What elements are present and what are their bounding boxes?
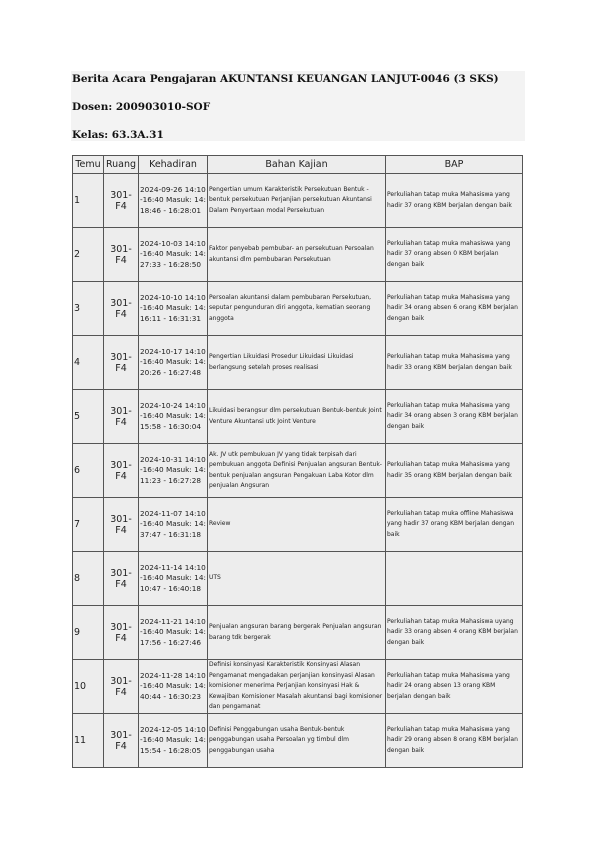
bap-cell: Perkuliahan tatap muka Mahasiswa yang hadir 34 orang absen 3 orang KBM berjalan dengan baik xyxy=(386,390,523,444)
bap-cell: Perkuliahan tatap muka mahasiswa yang hadir 37 orang absen 0 KBM berjalan dengan baik xyxy=(386,228,523,282)
bahan-kajian-cell: Pengertian umum Karakteristik Persekutuan Bentuk - bentuk persekutuan Perjanjian persekutuan Akuntansi Dalam Penyertaan modal Persekutuan xyxy=(208,174,386,228)
kehadiran-cell: 2024-11-07 14:10-16:40 Masuk: 14:37:47 - 16:31:18 xyxy=(139,498,208,552)
ruang-cell: 301-F4 xyxy=(104,552,139,606)
bahan-kajian-cell: Penjualan angsuran barang bergerak Penjualan angsuran barang tdk bergerak xyxy=(208,606,386,660)
bahan-kajian-cell: UTS xyxy=(208,552,386,606)
kehadiran-cell: 2024-12-05 14:10-16:40 Masuk: 14:15:54 - 16:28:05 xyxy=(139,714,208,768)
table-row xyxy=(73,444,523,498)
kehadiran-cell: 2024-10-10 14:10-16:40 Masuk: 14:16:11 - 16:31:31 xyxy=(139,282,208,336)
table-row xyxy=(73,606,523,660)
bahan-kajian-cell: Definisi Penggabungan usaha Bentuk-bentuk penggabungan usaha Persoalan yg timbul dlm penggabungan usaha xyxy=(208,714,386,768)
kehadiran-cell: 2024-10-31 14:10-16:40 Masuk: 14:11:23 - 16:27:28 xyxy=(139,444,208,498)
temu-cell: 9 xyxy=(73,606,104,660)
temu-cell: 8 xyxy=(73,552,104,606)
temu-cell: 4 xyxy=(73,336,104,390)
header-bahan-kajian: Bahan Kajian xyxy=(208,156,386,174)
bap-cell: Perkuliahan tatap muka offline Mahasiswa yang hadir 37 orang KBM berjalan dengan baik xyxy=(386,498,523,552)
bap-cell: Perkuliahan tatap muka Mahasiswa yang hadir 34 orang absen 6 orang KBM berjalan dengan baik xyxy=(386,282,523,336)
table-header-row xyxy=(73,156,523,174)
ruang-cell: 301-F4 xyxy=(104,714,139,768)
ruang-cell: 301-F4 xyxy=(104,660,139,714)
temu-cell: 11 xyxy=(73,714,104,768)
bap-cell xyxy=(386,552,523,606)
ruang-cell: 301-F4 xyxy=(104,336,139,390)
kehadiran-cell: 2024-11-21 14:10-16:40 Masuk: 14:17:56 - 16:27:46 xyxy=(139,606,208,660)
ruang-cell: 301-F4 xyxy=(104,174,139,228)
bahan-kajian-cell: Persoalan akuntansi dalam pembubaran Persekutuan, seputar pengunduran diri anggota, kematian seorang anggota xyxy=(208,282,386,336)
bap-cell: Perkuliahan tatap muka Mahasiswa yang hadir 29 orang absen 8 orang KBM berjalan dengan baik xyxy=(386,714,523,768)
class-line: Kelas: 63.3A.31 xyxy=(72,129,164,141)
kehadiran-cell: 2024-10-17 14:10-16:40 Masuk: 14:20:26 - 16:27:48 xyxy=(139,336,208,390)
ruang-cell: 301-F4 xyxy=(104,444,139,498)
temu-cell: 1 xyxy=(73,174,104,228)
header-temu: Temu xyxy=(73,156,104,174)
bap-cell: Perkuliahan tatap muka Mahasiswa uyang hadir 33 orang absen 4 orang KBM berjalan dengan baik xyxy=(386,606,523,660)
bap-cell: Perkuliahan tatap muka Mahasiswa yang hadir 35 orang KBM berjalan dengan baik xyxy=(386,444,523,498)
kehadiran-cell: 2024-10-03 14:10-16:40 Masuk: 14:27:33 - 16:28:50 xyxy=(139,228,208,282)
header-ruang: Ruang xyxy=(104,156,139,174)
ruang-cell: 301-F4 xyxy=(104,282,139,336)
table-row xyxy=(73,174,523,228)
kehadiran-cell: 2024-11-28 14:10-16:40 Masuk: 14:40:44 - 16:30:23 xyxy=(139,660,208,714)
ruang-cell: 301-F4 xyxy=(104,390,139,444)
bap-cell: Perkuliahan tatap muka Mahasiswa yang hadir 24 orang absen 13 orang KBM berjalan dengan baik xyxy=(386,660,523,714)
bap-cell: Perkuliahan tatap muka Mahasiswa yang hadir 37 orang KBM berjalan dengan baik xyxy=(386,174,523,228)
temu-cell: 5 xyxy=(73,390,104,444)
ruang-cell: 301-F4 xyxy=(104,498,139,552)
bahan-kajian-cell: Review xyxy=(208,498,386,552)
bahan-kajian-cell: Likuidasi berangsur dlm persekutuan Bentuk-bentuk Joint Venture Akuntansi utk Joint Venture xyxy=(208,390,386,444)
ruang-cell: 301-F4 xyxy=(104,606,139,660)
document-header xyxy=(71,71,525,141)
ruang-cell: 301-F4 xyxy=(104,228,139,282)
bahan-kajian-cell: Definisi konsinyasi Karakteristik Konsinyasi Alasan Pengamanat mengadakan perjanjian konsinyasi Alasan komisioner menerima Perjanjian konsinyasi Hak & Kewajiban Komisioner Masalah akuntansi bagi komisioner dan pengamanat xyxy=(208,660,386,714)
document-title: Berita Acara Pengajaran AKUNTANSI KEUANGAN LANJUT-0046 (3 SKS) xyxy=(72,73,499,85)
bap-cell: Perkuliahan tatap muka Mahasiswa yang hadir 33 orang KBM berjalan dengan baik xyxy=(386,336,523,390)
header-kehadiran: Kehadiran xyxy=(139,156,208,174)
table-row xyxy=(73,498,523,552)
kehadiran-cell: 2024-09-26 14:10-16:40 Masuk: 14:18:46 - 16:28:01 xyxy=(139,174,208,228)
table-row xyxy=(73,336,523,390)
header-bap: BAP xyxy=(386,156,523,174)
kehadiran-cell: 2024-10-24 14:10-16:40 Masuk: 14:15:58 - 16:30:04 xyxy=(139,390,208,444)
lecturer-line: Dosen: 200903010-SOF xyxy=(72,101,211,113)
temu-cell: 6 xyxy=(73,444,104,498)
bahan-kajian-cell: Faktor penyebab pembubar- an persekutuan Persoalan akuntansi dlm pembubaran Persekutuan xyxy=(208,228,386,282)
temu-cell: 2 xyxy=(73,228,104,282)
table-row xyxy=(73,228,523,282)
kehadiran-cell: 2024-11-14 14:10-16:40 Masuk: 14:10:47 - 16:40:18 xyxy=(139,552,208,606)
table-row xyxy=(73,390,523,444)
temu-cell: 7 xyxy=(73,498,104,552)
temu-cell: 3 xyxy=(73,282,104,336)
table-row xyxy=(73,714,523,768)
bahan-kajian-cell: Ak. JV utk pembukuan JV yang tidak terpisah dari pembukuan anggota Definisi Penjualan angsuran Bentuk-bentuk penjualan angsuran Pengakuan Laba Kotor dlm penjualan Angsuran xyxy=(208,444,386,498)
table-row xyxy=(73,552,523,606)
temu-cell: 10 xyxy=(73,660,104,714)
table-row xyxy=(73,660,523,714)
attendance-table xyxy=(72,155,523,768)
table-row xyxy=(73,282,523,336)
bahan-kajian-cell: Pengertian Likuidasi Prosedur Likuidasi Likuidasi berlangsung setelah proses realisasi xyxy=(208,336,386,390)
